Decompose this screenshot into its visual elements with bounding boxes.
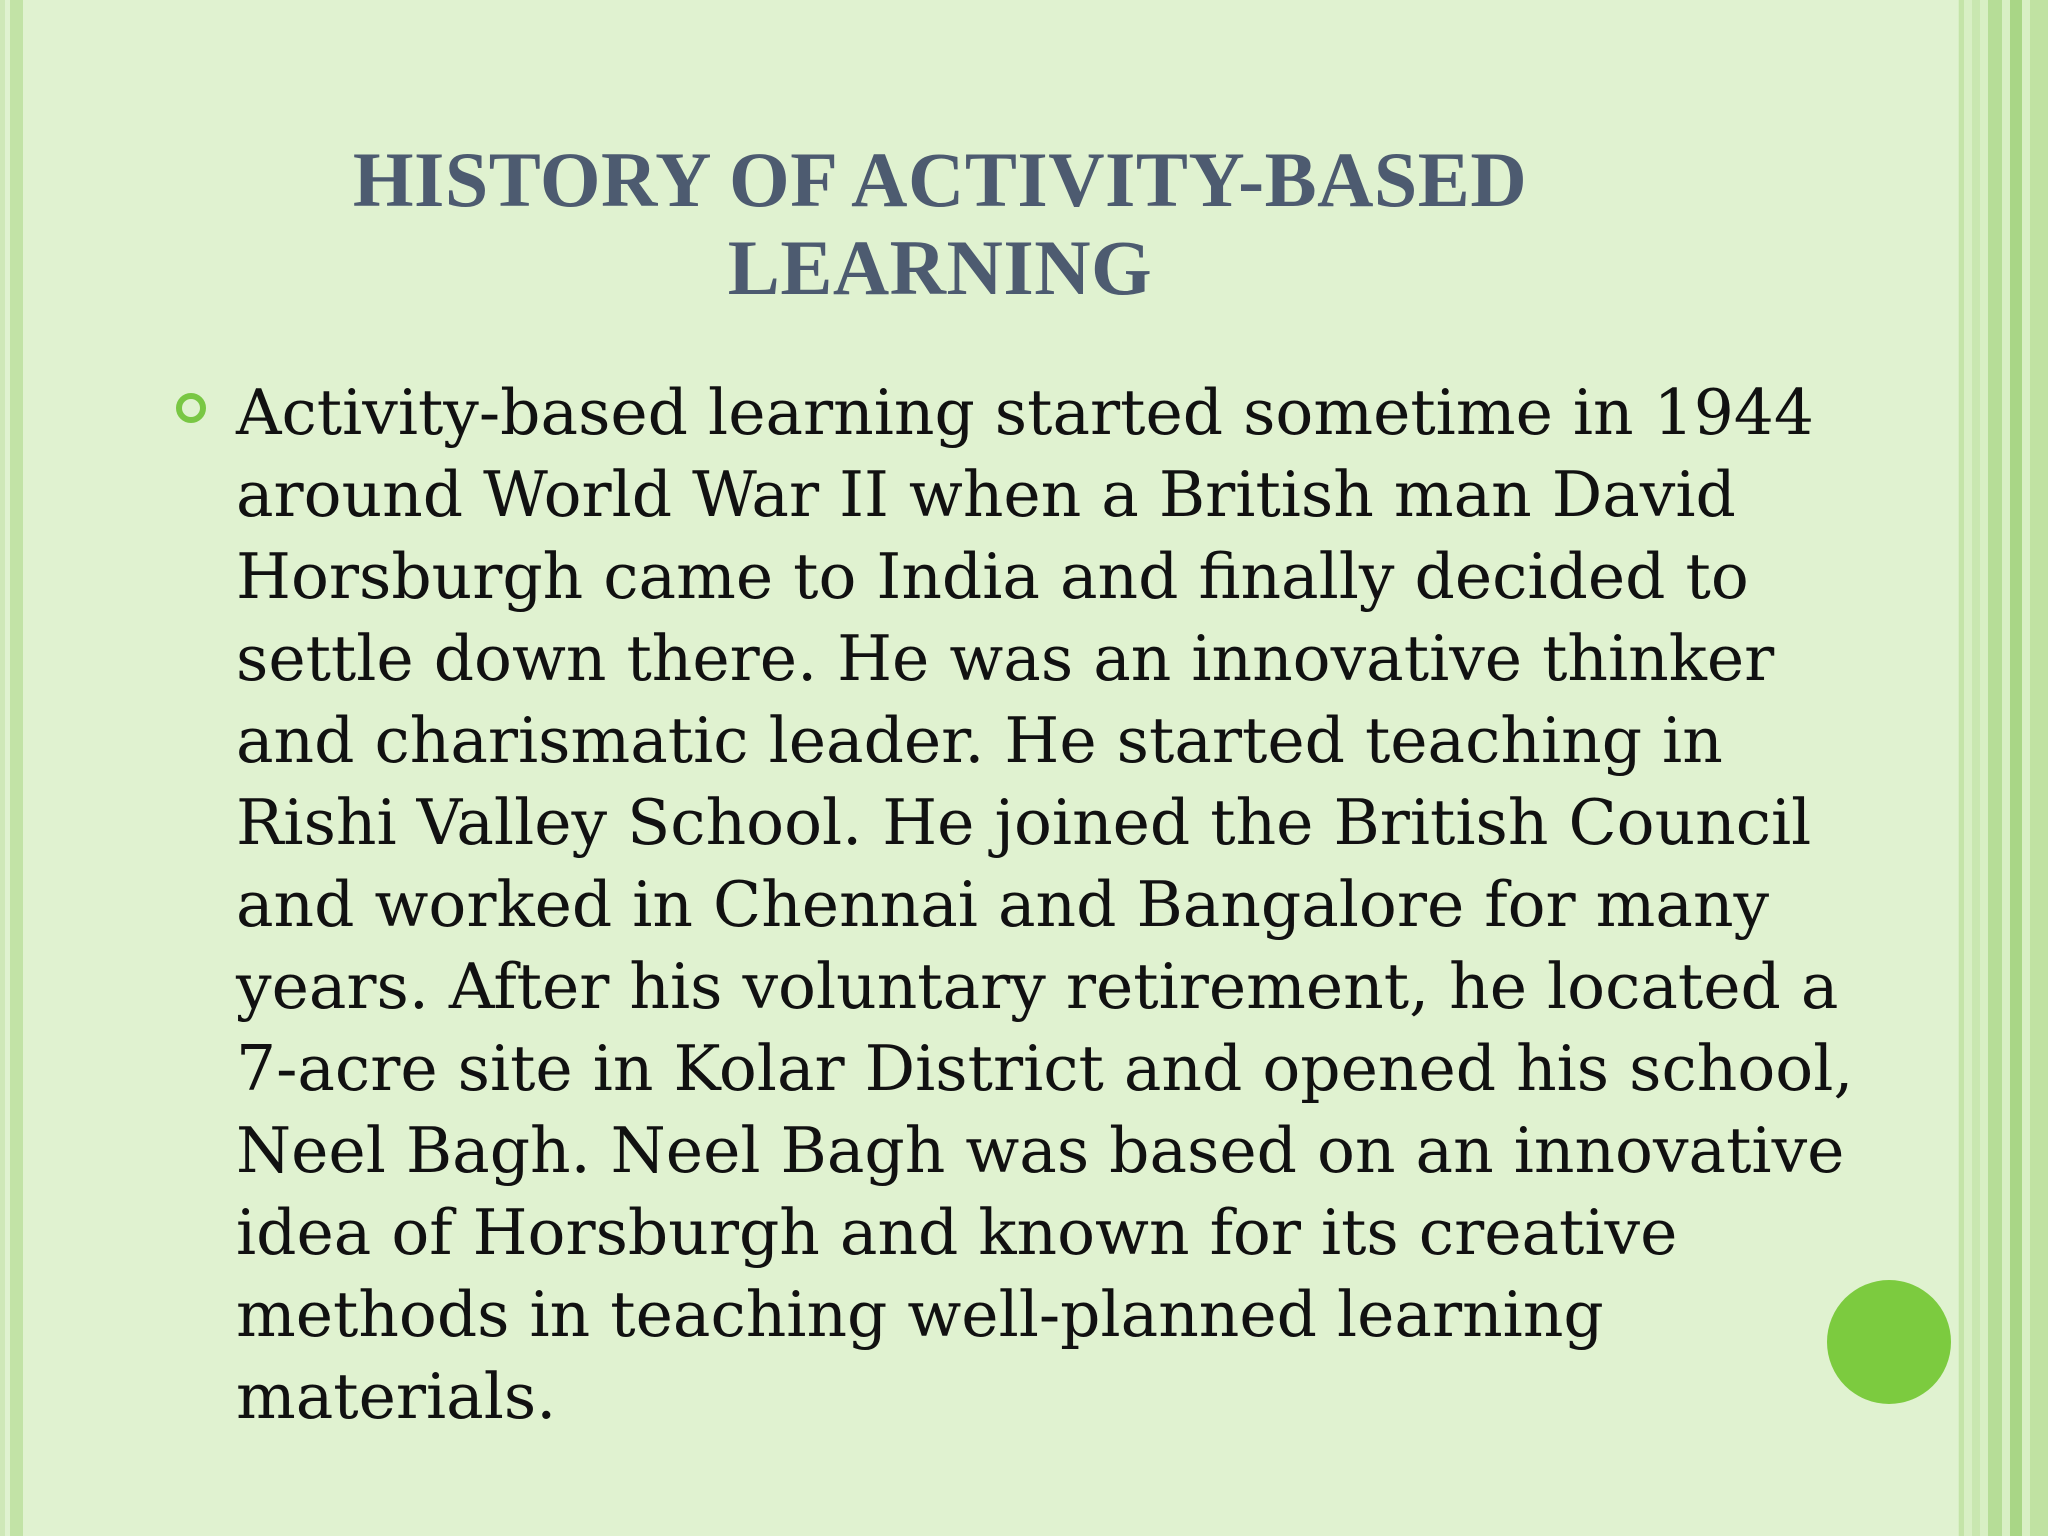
- hollow-circle-bullet-icon: [176, 393, 206, 423]
- right-border-stripe: [2010, 0, 2022, 1536]
- green-circle-decoration: [1827, 1280, 1951, 1404]
- slide-title: HISTORY OF ACTIVITY-BASED LEARNING: [352, 136, 1528, 311]
- right-border-stripe: [1972, 0, 1980, 1536]
- left-border-stripe: [0, 0, 5, 1536]
- bullet-text: Activity-based learning started sometime in 1944 around World War II when a British man David Horsburgh came to India and finally decided to settle down there. He was an innovative thinker and charismatic leader. He started teaching in Rishi Valley School. He joined the British Council and worked in Chennai and Bangalore for many years. After his voluntary retirement, he located a 7-acre site in Kolar District and opened his school, Neel Bagh. Neel Bagh was based on an innovative idea of Horsburgh and known for its creative methods in teaching well-planned learning materials.: [236, 376, 1854, 1433]
- right-border-stripe: [1988, 0, 2002, 1536]
- right-border-stripe: [2030, 0, 2048, 1536]
- right-border-stripe: [1959, 0, 1964, 1536]
- left-border-stripe: [10, 0, 23, 1536]
